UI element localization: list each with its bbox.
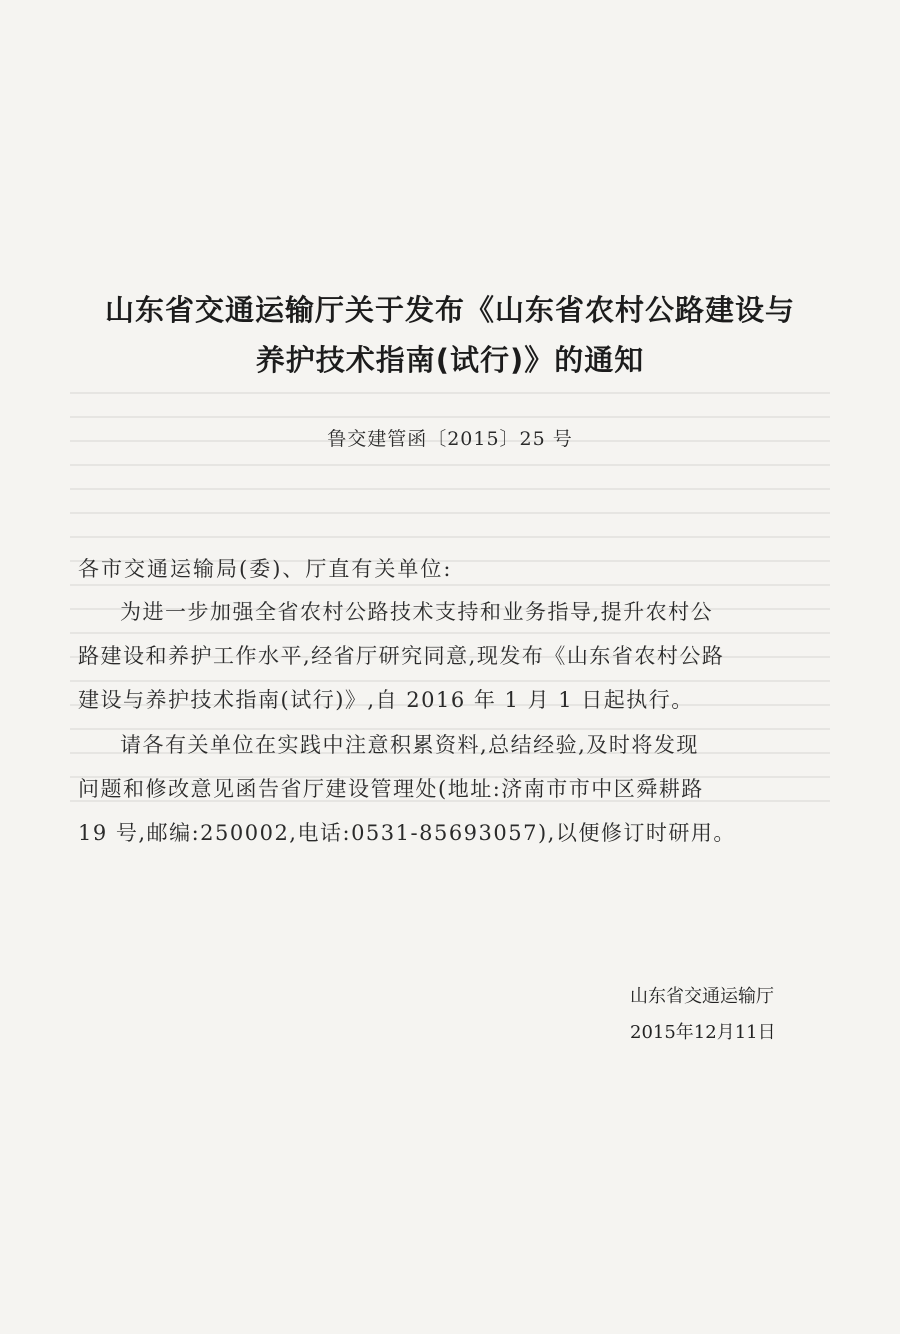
document-title-line-2: 养护技术指南(试行)》的通知	[255, 343, 645, 377]
signature-date: 2015年12月11日	[630, 1022, 776, 1043]
paragraph-1-line-1: 为进一步加强全省农村公路技术支持和业务指导,提升农村公	[120, 600, 714, 624]
salutation: 各市交通运输局(委)、厅直有关单位:	[78, 557, 453, 581]
paragraph-2-line-1: 请各有关单位在实践中注意积累资料,总结经验,及时将发现	[120, 733, 699, 757]
paragraph-1-line-3: 建设与养护技术指南(试行)》,自 2016 年 1 月 1 日起执行。	[78, 688, 694, 712]
document-title-line-1: 山东省交通运输厅关于发布《山东省农村公路建设与	[104, 293, 795, 327]
document-number: 鲁交建管函〔2015〕25 号	[327, 428, 573, 450]
paragraph-2-line-3: 19 号,邮编:250002,电话:0531-85693057),以便修订时研用。	[78, 821, 736, 845]
signature-organization: 山东省交通运输厅	[630, 986, 774, 1007]
paragraph-2-line-2: 问题和修改意见函告省厅建设管理处(地址:济南市市中区舜耕路	[78, 777, 704, 801]
paragraph-1-line-2: 路建设和养护工作水平,经省厅研究同意,现发布《山东省农村公路	[78, 644, 725, 668]
